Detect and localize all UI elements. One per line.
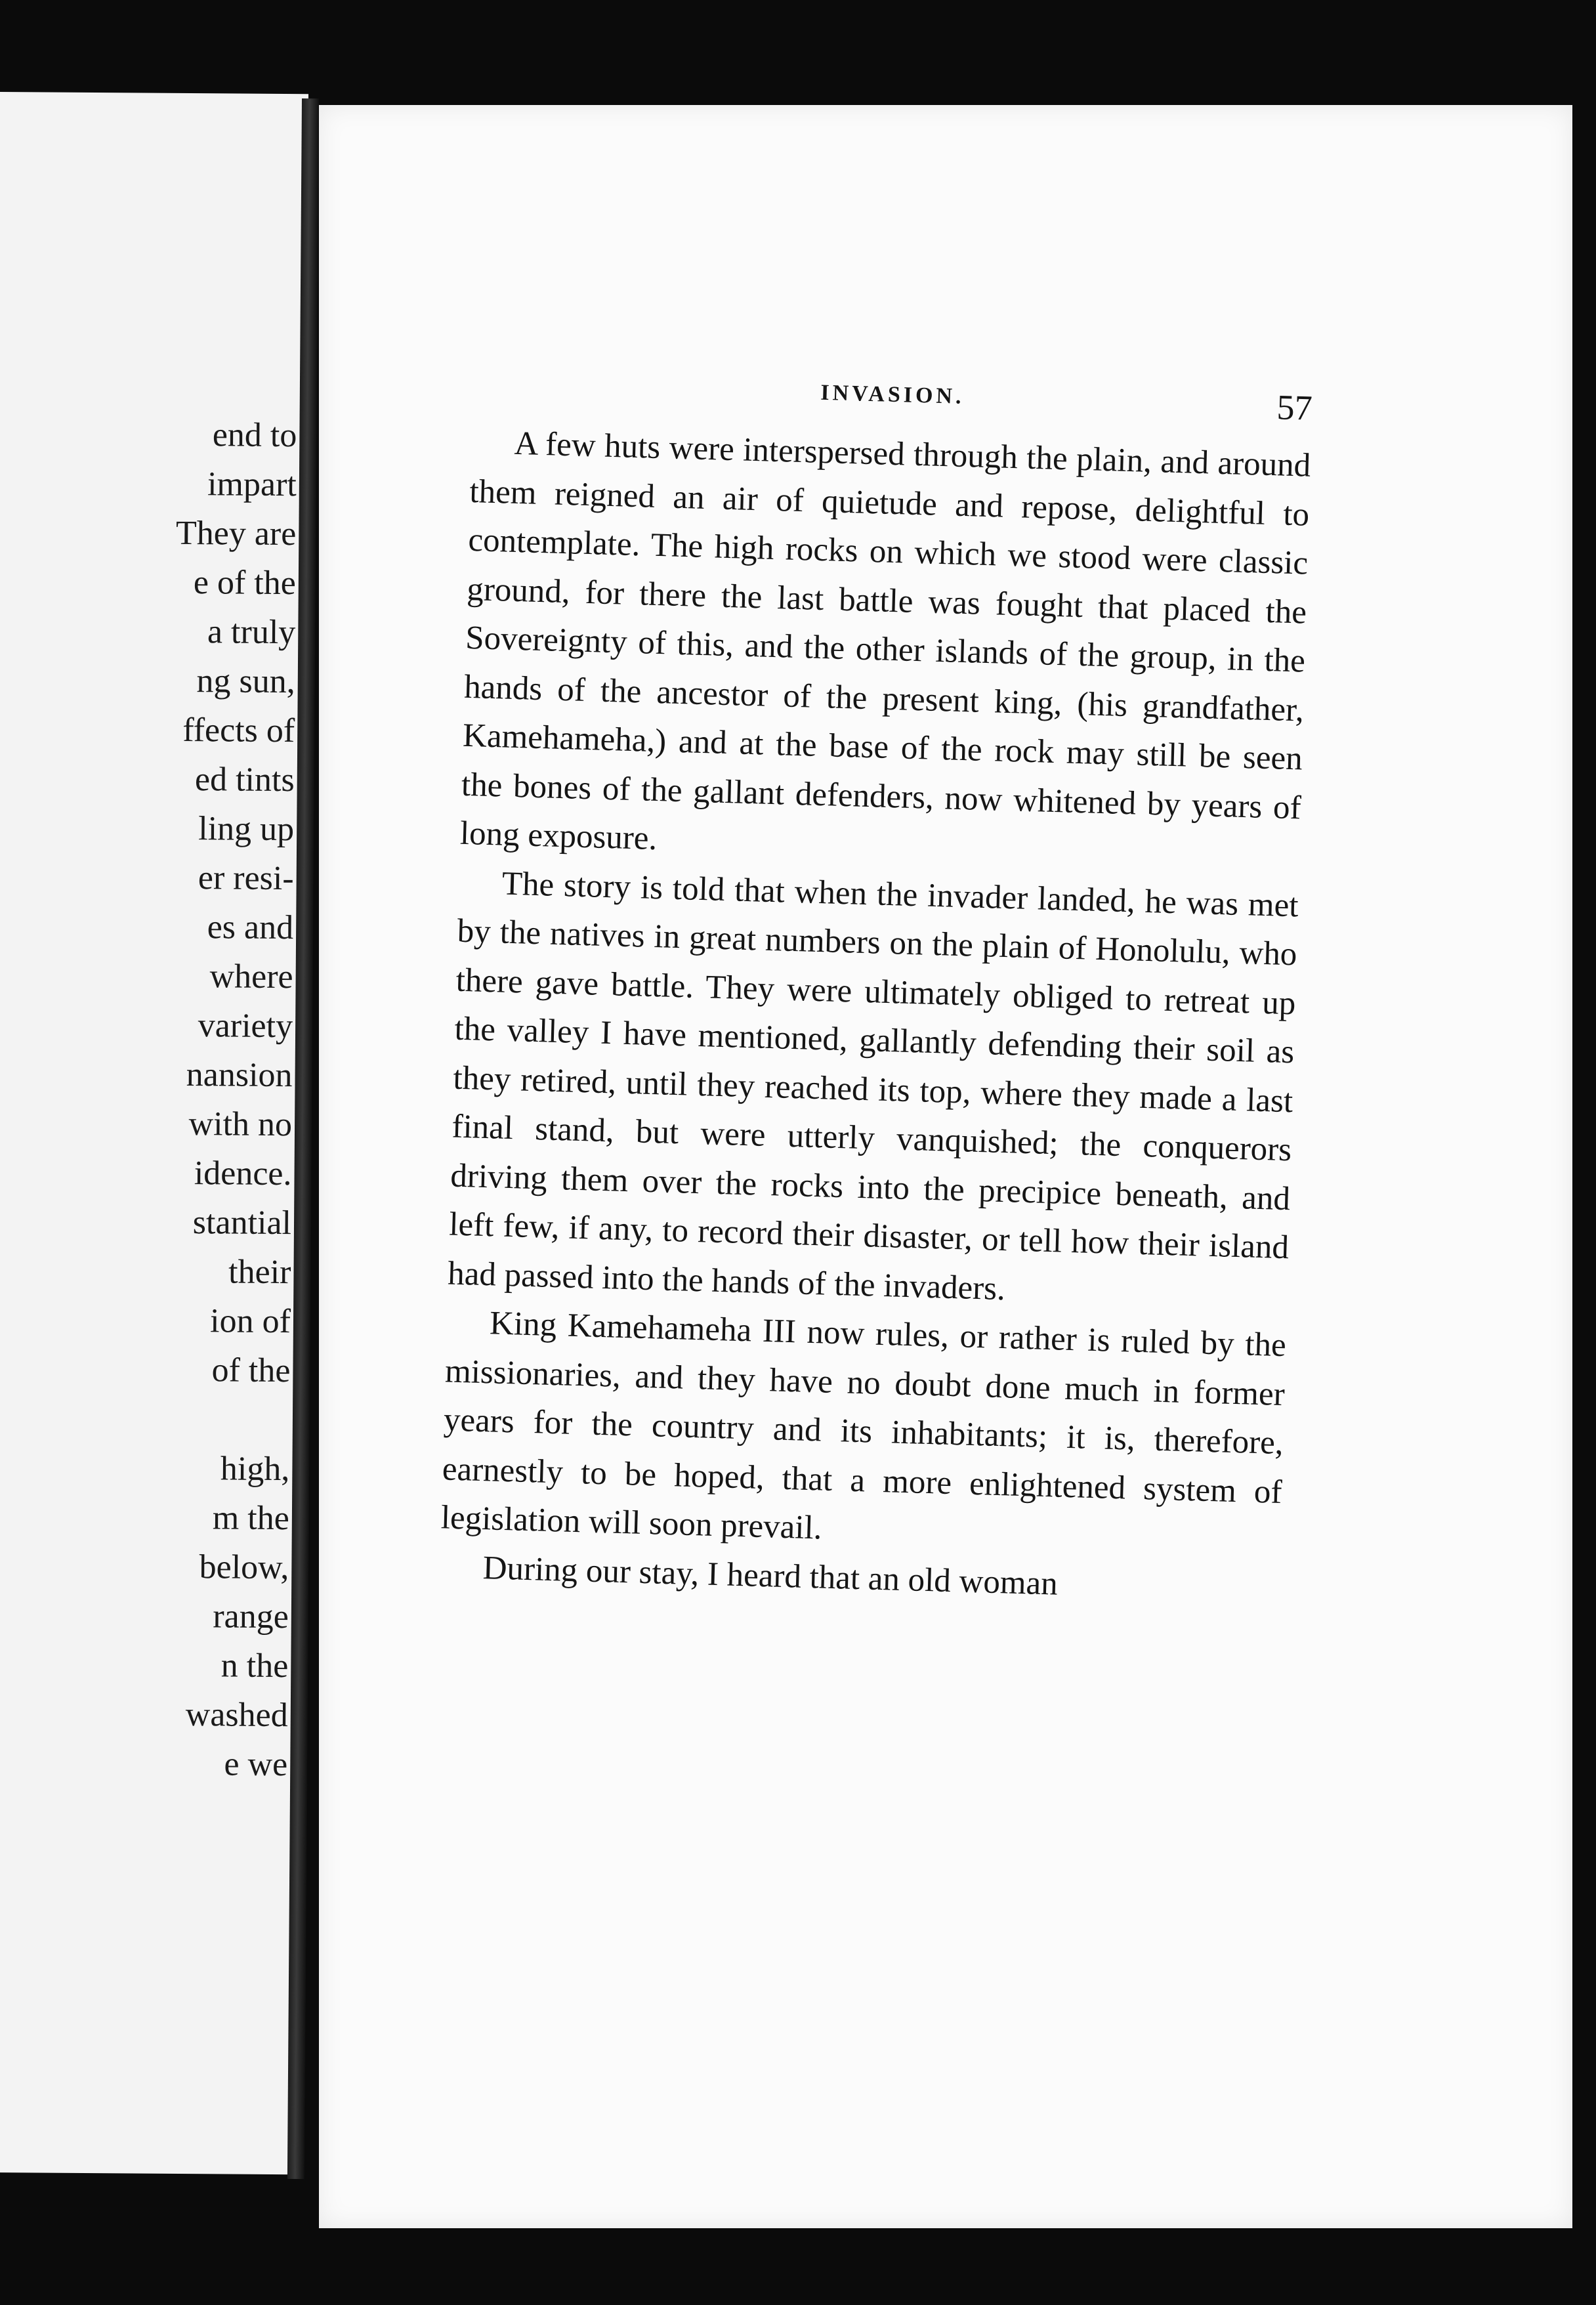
page-body bbox=[439, 418, 1311, 1615]
left-line-fragment: with no bbox=[188, 1105, 293, 1144]
left-line-fragment: idence. bbox=[194, 1154, 292, 1193]
text-block bbox=[440, 364, 1313, 1603]
left-line-fragment: e we bbox=[224, 1745, 288, 1784]
left-line-fragment: ling up bbox=[198, 810, 295, 849]
left-line-fragment: range bbox=[213, 1597, 289, 1636]
left-line-fragment: e of the bbox=[193, 564, 296, 603]
left-line-fragment: high, bbox=[220, 1450, 290, 1489]
left-line-fragment: end to bbox=[212, 416, 297, 455]
paragraph: A few huts were interspersed through the plain, and around them reigned an air of quietude and repose, delightful to contemplate. The high rocks on which we stood were classic ground, for there the last battle was fought that placed the Sovereignty of this, and the other islands of the group, in the hands of the ancestor of the present king, (his grandfather, Kamehameha,) and at the base of the rock may still be seen the bones of the gallant defenders, now whitened by years of long exposure. bbox=[459, 425, 1311, 858]
left-line-fragment: ffects of bbox=[182, 711, 295, 750]
left-line-fragment: washed bbox=[185, 1696, 288, 1735]
left-line-fragment: m the bbox=[212, 1499, 290, 1538]
left-line-fragment: their bbox=[228, 1253, 291, 1292]
page-number: 57 bbox=[1276, 387, 1313, 428]
left-line-fragment: es and bbox=[207, 908, 294, 947]
paragraph: The story is told that when the invader landed, he was met by the natives in great numbers on the plain of Honolulu, who there gave battle. They were ultimately obliged to retreat up the valley I have mentioned, gallantly defending their soil as they retired, until they reached its top, where they made a last final stand, but were utterly vanquished; the conquerors driving them over the rocks into the precipice beneath, and left few, if any, to record their disaster, or tell how their island had passed into the hands of the invaders. bbox=[447, 865, 1299, 1307]
right-page bbox=[319, 105, 1572, 2228]
left-line-fragment: ed tints bbox=[194, 761, 295, 799]
left-line-fragment: impart bbox=[207, 465, 297, 504]
left-facing-page bbox=[0, 92, 308, 2174]
left-line-fragment: n the bbox=[220, 1647, 289, 1685]
left-line-fragment: variety bbox=[198, 1007, 293, 1046]
left-line-fragment: ng sun, bbox=[196, 662, 295, 701]
left-line-fragment: er resi- bbox=[198, 859, 294, 898]
left-line-fragment: of the bbox=[211, 1351, 291, 1390]
left-line-fragment: where bbox=[209, 958, 293, 996]
left-line-fragment: a truly bbox=[207, 613, 296, 652]
left-line-fragment: nansion bbox=[186, 1056, 293, 1095]
left-line-fragment: They are bbox=[175, 514, 297, 553]
paragraph: King Kamehameha III now rules, or rather is ruled by the missionaries, and they have no doubt done much in former years for the country and its inhabitants; it is, therefore, earnestly to be hoped, that a more enlightened system of legislation will soon prevail. bbox=[440, 1305, 1287, 1547]
left-line-fragment: stantial bbox=[192, 1204, 292, 1242]
left-line-fragment: below, bbox=[199, 1548, 289, 1587]
running-title: INVASION. bbox=[820, 380, 965, 409]
paragraph: During our stay, I heard that an old woman bbox=[482, 1549, 1059, 1603]
left-line-fragment: ion of bbox=[209, 1302, 291, 1341]
